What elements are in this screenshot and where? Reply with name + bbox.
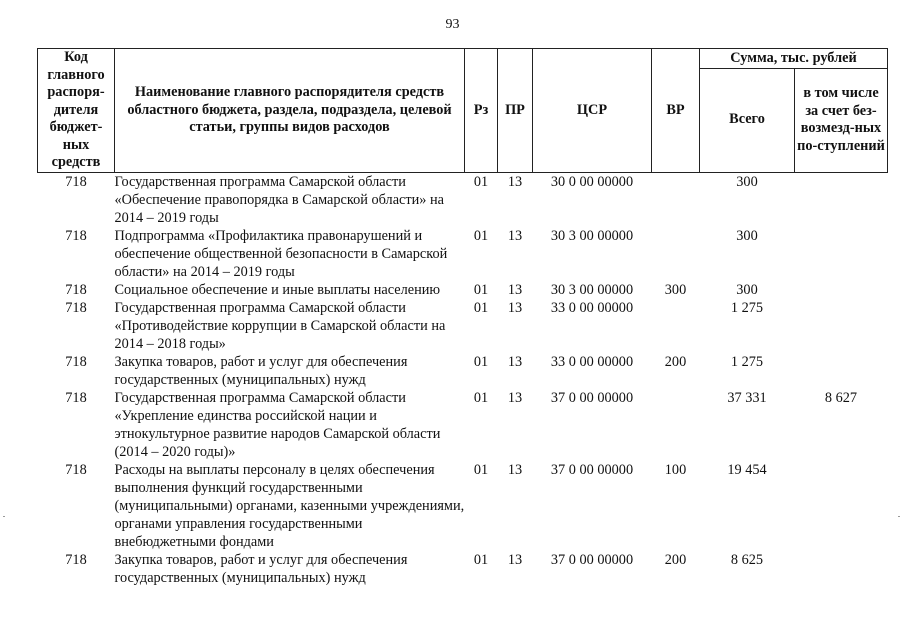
cell-csr: 37 0 00 00000 xyxy=(550,461,634,478)
cell-rz: 01 xyxy=(473,281,489,298)
cell-vr: 200 xyxy=(664,353,687,370)
cell-code: 718 xyxy=(65,227,87,244)
header-total: Всего xyxy=(700,68,795,172)
page-number: 93 xyxy=(445,17,460,32)
cell-gratis: 8 627 xyxy=(824,389,858,406)
cell-pr: 13 xyxy=(507,551,523,568)
cell-name: Подпрограмма «Профилактика правонарушений и обеспечение общественной безопасности в Самарской области» на 2014 – 2019 годы xyxy=(114,227,448,280)
cell-csr: 30 0 00 00000 xyxy=(550,173,634,190)
cell-rz: 01 xyxy=(473,353,489,370)
table-body xyxy=(38,172,888,587)
cell-csr: 33 0 00 00000 xyxy=(550,299,634,316)
header-rz: Рз xyxy=(465,49,498,173)
cell-gratis xyxy=(795,281,888,299)
cell-csr: 37 0 00 00000 xyxy=(550,551,634,568)
cell-total: 300 xyxy=(736,173,758,190)
cell-total: 1 275 xyxy=(730,353,764,370)
cell-csr: 33 0 00 00000 xyxy=(550,353,634,370)
cell-vr xyxy=(652,299,700,353)
cell-name: Закупка товаров, работ и услуг для обеспечения государственных (муниципальных) нужд xyxy=(114,353,408,388)
cell-pr: 13 xyxy=(507,173,523,190)
cell-pr: 13 xyxy=(507,389,523,406)
cell-vr: 200 xyxy=(664,551,687,568)
cell-name: Государственная программа Самарской области «Обеспечение правопорядка в Самарской области» на 2014 – 2019 годы xyxy=(114,173,444,226)
cell-total: 37 331 xyxy=(727,389,767,406)
cell-code: 718 xyxy=(65,173,87,190)
table-header xyxy=(38,49,888,173)
scan-mark xyxy=(898,516,900,517)
cell-name: Закупка товаров, работ и услуг для обеспечения государственных (муниципальных) нужд xyxy=(114,551,408,586)
cell-rz: 01 xyxy=(473,389,489,406)
table-row xyxy=(38,461,888,551)
header-pr: ПР xyxy=(498,49,533,173)
cell-code: 718 xyxy=(65,389,87,406)
cell-csr: 37 0 00 00000 xyxy=(550,389,634,406)
scan-mark xyxy=(3,516,5,517)
cell-vr xyxy=(652,389,700,461)
cell-rz: 01 xyxy=(473,299,489,316)
header-csr: ЦСР xyxy=(533,49,652,173)
cell-rz: 01 xyxy=(473,173,489,190)
cell-total: 1 275 xyxy=(730,299,764,316)
table-row xyxy=(38,353,888,389)
table-row xyxy=(38,281,888,299)
cell-pr: 13 xyxy=(507,227,523,244)
cell-vr: 100 xyxy=(664,461,687,478)
cell-csr: 30 3 00 00000 xyxy=(550,281,634,298)
cell-total: 300 xyxy=(736,227,758,244)
table-row xyxy=(38,227,888,281)
cell-rz: 01 xyxy=(473,551,489,568)
cell-total: 19 454 xyxy=(727,461,767,478)
cell-vr xyxy=(652,227,700,281)
cell-vr xyxy=(652,172,700,227)
cell-gratis xyxy=(795,227,888,281)
cell-code: 718 xyxy=(65,551,87,568)
header-vr: ВР xyxy=(652,49,700,173)
cell-rz: 01 xyxy=(473,461,489,478)
cell-code: 718 xyxy=(65,353,87,370)
cell-gratis xyxy=(795,551,888,587)
cell-csr: 30 3 00 00000 xyxy=(550,227,634,244)
cell-code: 718 xyxy=(65,299,87,316)
cell-total: 300 xyxy=(736,281,758,298)
header-code: Код главного распоря-дителя бюджет-ных средств xyxy=(38,49,115,173)
cell-name: Государственная программа Самарской области «Укрепление единства российской нации и этнокультурное развитие народов Самарской области (2014 – 2020 годы)» xyxy=(114,389,441,460)
cell-gratis xyxy=(795,172,888,227)
cell-gratis xyxy=(795,461,888,551)
cell-name: Расходы на выплаты персоналу в целях обеспечения выполнения функций государственными (муниципальными) органами, казенными учреждениями, органами управления государственными внебюджетными фондами xyxy=(114,461,465,550)
cell-name: Государственная программа Самарской области «Противодействие коррупции в Самарской области на 2014 – 2018 годы» xyxy=(114,299,446,352)
cell-rz: 01 xyxy=(473,227,489,244)
cell-pr: 13 xyxy=(507,353,523,370)
table-row xyxy=(38,389,888,461)
cell-name: Социальное обеспечение и иные выплаты населению xyxy=(114,281,441,298)
budget-table xyxy=(37,48,888,587)
cell-gratis xyxy=(795,353,888,389)
cell-pr: 13 xyxy=(507,281,523,298)
cell-vr: 300 xyxy=(664,281,687,298)
cell-pr: 13 xyxy=(507,299,523,316)
cell-code: 718 xyxy=(65,281,87,298)
header-name: Наименование главного распорядителя средств областного бюджета, раздела, подраздела, целевой статьи, группы видов расходов xyxy=(115,49,465,173)
table-row xyxy=(38,172,888,227)
table-row xyxy=(38,299,888,353)
table-row xyxy=(38,551,888,587)
cell-code: 718 xyxy=(65,461,87,478)
header-sum: Сумма, тыс. рублей xyxy=(700,49,888,69)
cell-gratis xyxy=(795,299,888,353)
cell-pr: 13 xyxy=(507,461,523,478)
header-gratis: в том числе за счет без-возмезд-ных по-ступлений xyxy=(795,68,888,172)
cell-total: 8 625 xyxy=(730,551,764,568)
